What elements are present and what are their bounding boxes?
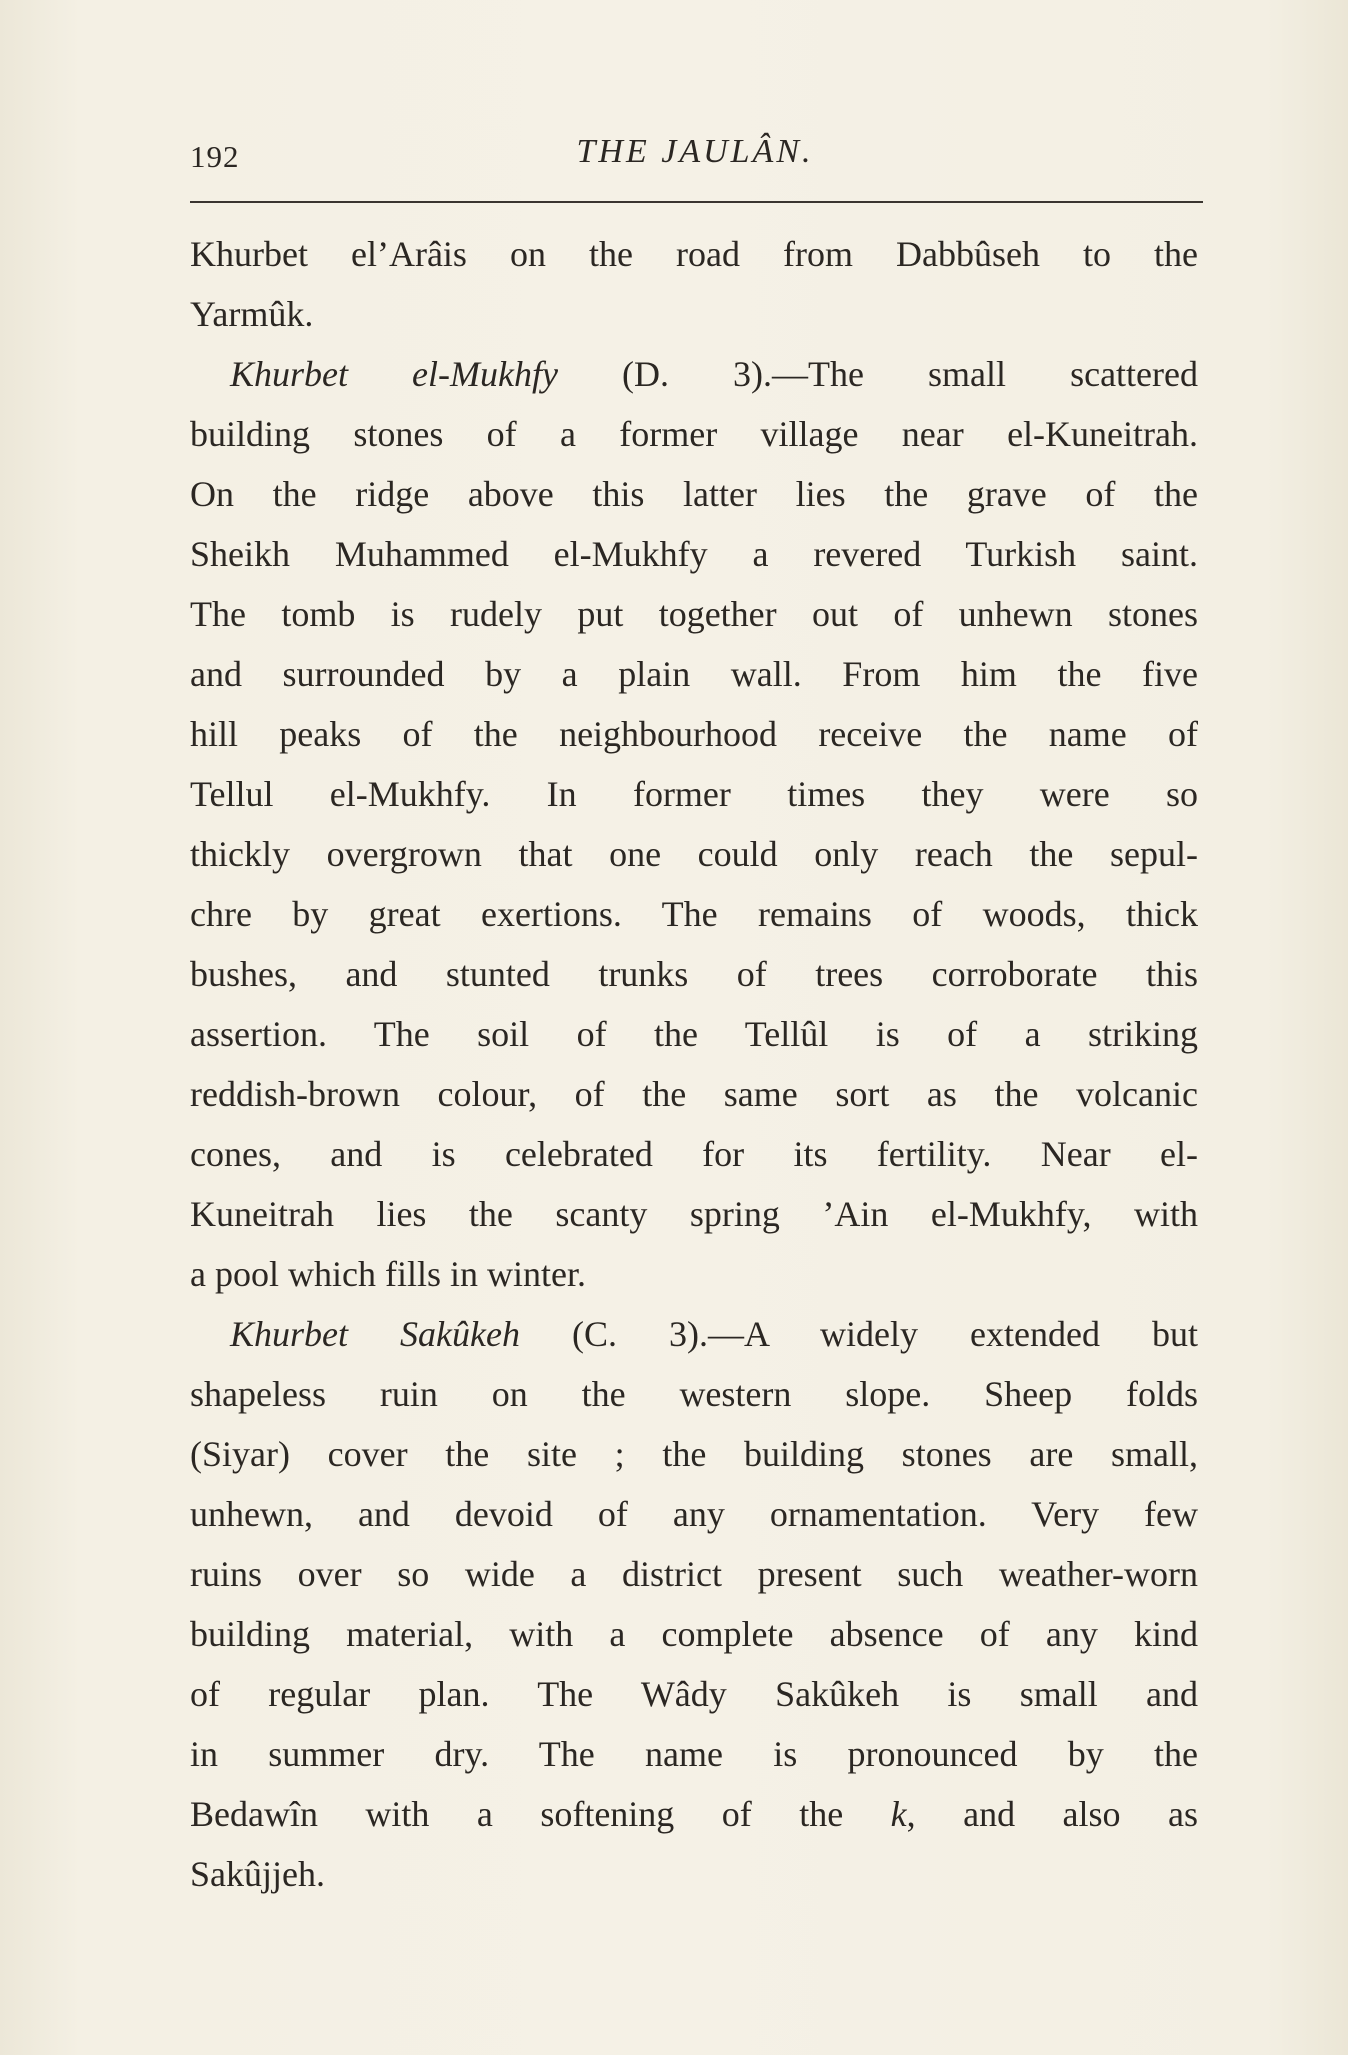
text-line: chre by great exertions. The remains of woods, thick xyxy=(190,894,1198,934)
text-line: building material, with a complete absence of any kind xyxy=(190,1614,1198,1654)
text-line: Khurbet el’Arâis on the road from Dabbûseh to the xyxy=(190,234,1198,274)
text-line: thickly overgrown that one could only reach the sepul- xyxy=(190,834,1198,874)
text-line: bushes, and stunted trunks of trees corroborate this xyxy=(190,954,1198,994)
page-number: 192 xyxy=(190,139,240,174)
text-line: Yarmûk. xyxy=(190,294,314,334)
text-line: Bedawîn with a softening of the k, and also as xyxy=(190,1794,1198,1834)
text-line: ruins over so wide a district present such weather-worn xyxy=(190,1554,1198,1594)
text-line: unhewn, and devoid of any ornamentation. Very few xyxy=(190,1494,1198,1534)
running-title: THE JAULÂN. xyxy=(576,133,814,170)
text-line: Sheikh Muhammed el-Mukhfy a revered Turkish saint. xyxy=(190,534,1198,574)
text-line: in summer dry. The name is pronounced by the xyxy=(190,1734,1198,1774)
page-header xyxy=(190,133,1200,181)
text-line: cones, and is celebrated for its fertility. Near el- xyxy=(190,1134,1198,1174)
entry-heading-line: Khurbet el-Mukhfy (D. 3).—The small scattered xyxy=(230,354,1198,394)
body-text xyxy=(190,224,1198,1904)
entry-heading: Khurbet el-Mukhfy xyxy=(230,354,558,394)
text-line: assertion. The soil of the Tellûl is of a striking xyxy=(190,1014,1198,1054)
text-line: and surrounded by a plain wall. From him the five xyxy=(190,654,1198,694)
text-line: Tellul el-Mukhfy. In former times they were so xyxy=(190,774,1198,814)
text-line: a pool which fills in winter. xyxy=(190,1254,586,1294)
text-line: of regular plan. The Wâdy Sakûkeh is small and xyxy=(190,1674,1198,1714)
text-line: building stones of a former village near el-Kuneitrah. xyxy=(190,414,1198,454)
text-line: The tomb is rudely put together out of unhewn stones xyxy=(190,594,1198,634)
entry-heading-line: Khurbet Sakûkeh (C. 3).—A widely extended but xyxy=(230,1314,1198,1354)
text-line: Sakûjjeh. xyxy=(190,1854,325,1894)
text-line: reddish-brown colour, of the same sort as the volcanic xyxy=(190,1074,1198,1114)
text-line: hill peaks of the neighbourhood receive the name of xyxy=(190,714,1198,754)
italic-letter: k xyxy=(890,1794,907,1834)
header-rule xyxy=(190,201,1203,203)
text-line: On the ridge above this latter lies the grave of the xyxy=(190,474,1198,514)
text-line: Kuneitrah lies the scanty spring ’Ain el-Mukhfy, with xyxy=(190,1194,1198,1234)
text-line: (Siyar) cover the site ; the building stones are small, xyxy=(190,1434,1198,1474)
text-line: shapeless ruin on the western slope. Sheep folds xyxy=(190,1374,1198,1414)
entry-heading: Khurbet Sakûkeh xyxy=(230,1314,520,1354)
